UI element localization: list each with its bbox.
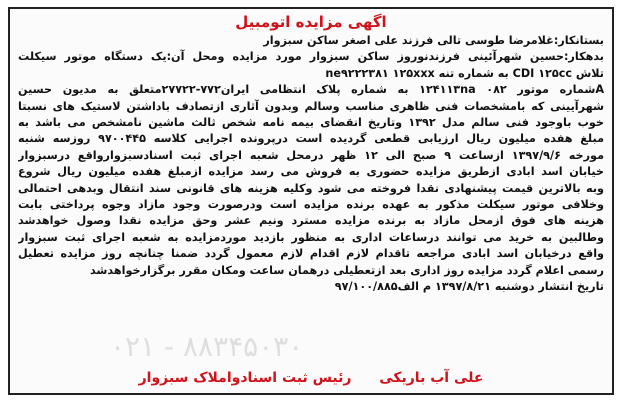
body-text-line: مبلغ هفده میلیون ریال ارزیابی قطعی گردیده است درپرونده اجرایی کلاسه ۹۷۰۰۴۴۵ روزسه شنبه [18, 132, 604, 146]
body-text-line: مورخه ۱۳۹۷/۹/۶ ازساعت ۹ صبح الی ۱۲ ظهر درمحل شعبه اجرای ثبت اسنادسبزوارواقع درسبزوار [18, 148, 604, 162]
body-text-line: خوب باوجود فنی سالم مدل ۱۳۹۲ وتاریخ انقضای بیمه نامه شخص ثالث ماشین نامشخص می باشد به [18, 116, 604, 130]
signature-name: علی آب باریکی [379, 370, 484, 386]
publication-date-line: تاریخ انتشار دوشنبه ۱۳۹۷/۸/۲۱ م الف۹۷/۱۰۰/۸۸۵ [334, 280, 604, 294]
engine-number-line: Aشماره موتور ۰۸۲ ۱۲۴۱۱۳na به شماره پلاک انتظامی ایران۷۷۲-۲۷۷۲۲متعلق به مدیون حسین [18, 83, 604, 97]
signature-block [10, 369, 612, 387]
notice-body [10, 33, 612, 296]
auction-notice [8, 7, 614, 395]
signature-title: رئیس ثبت اسنادواملاک سبزوار [138, 370, 352, 386]
phone-watermark: ۰۲۱ - ۸۸۳۴۵۰۳۰ [110, 330, 304, 363]
body-text-line: واقع درخیابان اسد ابادی مراجعه تاقدام لازم اقدام لازم معمول گردد ضمنا چنانچه روز مزایده تعطیل [18, 247, 604, 261]
vehicle-model-line: تلاش CDI ۱۲۵cc به شماره تنه ne۹۲۲۲۳۸۱ ۱۲۵xxx [325, 66, 604, 80]
body-text-line: وبه بالاترین قیمت پیشنهادی نقدا فروخته می شود وکلیه هزینه های قانونی سند انتقال وبدهی احتمالی [18, 181, 604, 195]
body-text-line: شهرآیینی که بامشخصات فنی ظاهری مناسب وسالم وبدون آثاری ازتصادف باداشتن لاستیک های نسبتا [18, 99, 604, 113]
body-text-line: هزینه های فوق ازمحل مازاد به برنده مزایده مسترد ونیم عشر وحق مزایده نقدا وصول خواهدشد [18, 214, 604, 228]
body-text-line: رسمی اعلام گردد مزایده روز اداری بعد ازتعطیلی درهمان ساعت ومکان مقرر برگزارخواهدشد [89, 263, 604, 277]
body-text-line: خیابان اسد ابادی ازطریق مزایده حضوری به فروش می رسد مزایده ازمبلغ هفده میلیون ریال شروع [18, 165, 604, 179]
debtor-line: بدهکار:حسین شهرآئینی فرزندنوروز ساکن سبزوار مورد مزایده ومحل آن:یک دستگاه موتور سیکلت [18, 50, 604, 64]
creditor-line: بستانکار:غلامرضا طوسی تالی فرزند علی اصغر ساکن سبزوار [263, 34, 604, 47]
notice-title: اگهی مزایده اتومبیل [235, 13, 387, 31]
body-text-line: وخلافی موتور سیکلت مذکور به عهده برنده مزایده است ودرصورت وجود مازاد وجوه پرداختی بابت [18, 198, 604, 212]
body-text-line: وطالبین به خرید می توانند درساعات اداری به منظور بازدید موردمزایده به شعبه اجرای ثبت سبزوار [18, 230, 604, 244]
